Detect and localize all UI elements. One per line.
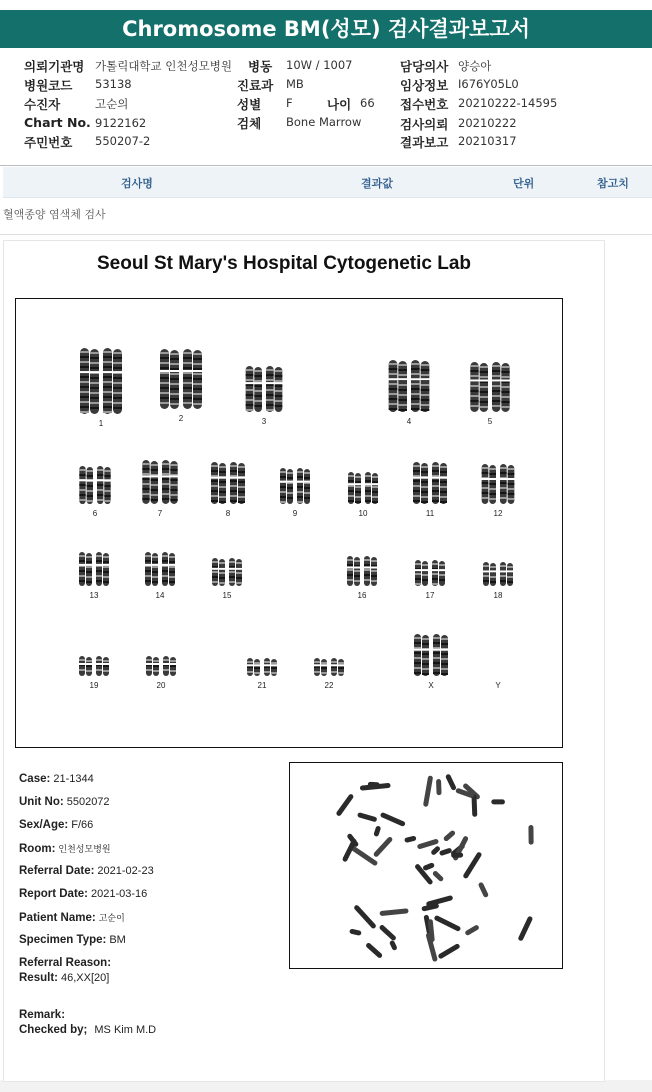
value-doctor: 양승아 [458,59,492,73]
chromosome-label-5: 5 [487,417,493,426]
label-chart-no: Chart No. [24,115,91,130]
chromosome-pair-1 [79,348,123,414]
chromosome-label-21: 21 [257,681,267,690]
referral-date-label: Referral Date: [19,865,95,877]
chromosome-pair-7 [141,460,178,504]
label-sex: 성별 [237,97,262,112]
chromosome-pair-4 [388,360,431,412]
metaphase-image [289,762,563,969]
label-age: 나이 [327,97,352,112]
label-specimen: 검체 [237,116,262,131]
chromosome-label-18: 18 [493,591,503,600]
chromosome-pair-21 [246,658,278,676]
chromosome-label-4: 4 [406,417,412,426]
report-title: Chromosome BM(성모) 검사결과보고서 [0,10,652,48]
chromosome-label-20: 20 [156,681,166,690]
value-hospital-code: 53138 [95,77,132,91]
chromosome-pair-12 [481,464,516,504]
chromosome-label-12: 12 [493,509,503,518]
chromosome-label-8: 8 [225,509,231,518]
lab-title: Seoul St Mary's Hospital Cytogenetic Lab [96,253,472,274]
value-age: 66 [360,96,375,110]
value-ward: 10W / 1007 [286,58,353,72]
chromosome-pair-5 [469,362,510,412]
report-date-label: Report Date: [19,888,89,900]
chromosome-label-2: 2 [178,414,184,423]
chromosome-pair-19 [78,656,110,676]
divider [0,165,652,166]
value-receipt-no: 20210222-14595 [458,96,558,110]
value-clinical-info: I676Y05L0 [458,77,519,91]
chromosome-label-16: 16 [357,591,367,600]
test-name: 혈액종양 염색체 검사 [3,208,106,221]
label-request-date: 검사의뢰 [400,117,449,132]
result-label: Result: [19,972,58,984]
chromosome-pair-11 [412,462,448,504]
chromosome-label-15: 15 [222,591,232,600]
chromosome-pair-6 [78,466,111,504]
chromosome-pair-13 [78,552,110,586]
karyotype-report [3,240,605,1082]
col-reference: 참고치 [597,177,629,190]
case-label: Case: [19,773,51,785]
label-resident-no: 주민번호 [24,135,73,150]
specimen-type-value: BM [109,934,126,946]
chromosome-pair-20 [145,656,177,676]
referral-date-value: 2021-02-23 [97,865,154,877]
patient-name-label: Patient Name: [19,912,96,924]
col-unit: 단위 [513,177,535,190]
chromosome-label-3: 3 [261,417,267,426]
chromosome-pair-2 [159,349,203,409]
label-doctor: 담당의사 [400,59,449,74]
label-receipt-no: 접수번호 [400,97,449,112]
chromosome-label-11: 11 [425,509,435,518]
patient-info [0,55,652,163]
karyogram-image [16,299,562,747]
remark-label: Remark: [19,1009,66,1021]
value-department: MB [286,77,304,91]
room-value: 인천성모병원 [58,844,111,854]
label-ward: 병동 [248,59,273,74]
chromosome-label-9: 9 [292,509,298,518]
chromosome-pair-17 [414,560,446,586]
chromosome-pair-14 [144,552,176,586]
karyogram [15,298,563,748]
chromosome-pair-9 [279,468,311,504]
label-result-date: 결과보고 [400,135,449,150]
chromosome-label-14: 14 [155,591,165,600]
chromosome-label-6: 6 [92,509,98,518]
chromosome-label-10: 10 [358,509,368,518]
col-result: 결과값 [361,177,393,190]
chromosome-pair-10 [347,472,379,504]
chromosome-label-1: 1 [98,419,104,428]
room-label: Room: [19,843,56,855]
chromosome-label-13: 13 [89,591,99,600]
checked-by-label: Checked by; [19,1024,88,1036]
value-request-date: 20210222 [458,116,517,130]
referral-reason-label: Referral Reason: [19,957,112,969]
value-institution: 가톨릭대학교 인천성모병원 [95,59,232,73]
chromosome-pair-X [413,634,449,676]
value-resident-no: 550207-2 [95,134,151,148]
chromosome-label-19: 19 [89,681,99,690]
report-date-value: 2021-03-16 [91,888,148,900]
chromosome-pair-22 [313,658,345,676]
sexage-value: F/66 [71,819,94,831]
chromosome-pair-15 [211,558,243,586]
unit-value: 5502072 [66,796,110,808]
specimen-type-label: Specimen Type: [19,934,107,946]
metaphase-chromosomes [335,773,533,962]
value-specimen: Bone Marrow [286,115,362,129]
divider [0,234,652,235]
label-clinical-info: 임상정보 [400,78,449,93]
col-test-name: 검사명 [121,177,153,190]
chromosome-pair-16 [346,556,378,586]
checked-by-value: MS Kim M.D [94,1024,157,1036]
label-patient: 수진자 [24,97,61,112]
chromosome-label-X: X [428,681,434,690]
unit-label: Unit No: [19,796,64,808]
chromosome-label-22: 22 [324,681,334,690]
label-department: 진료과 [237,78,274,93]
value-chart-no: 9122162 [95,116,147,130]
label-institution: 의뢰기관명 [24,59,85,74]
chromosome-label-7: 7 [157,509,163,518]
chromosome-pair-18 [482,562,514,586]
chromosome-label-17: 17 [425,591,435,600]
chromosome-label-Y: Y [495,681,501,690]
value-result-date: 20210317 [458,134,517,148]
value-sex: F [286,96,293,110]
sexage-label: Sex/Age: [19,819,69,831]
result-value: 46,XX[20] [60,972,110,984]
chromosome-pair-3 [245,366,284,412]
chromosome-pair-8 [210,462,246,504]
value-patient: 고순의 [95,97,129,111]
result-table-header [3,167,652,198]
label-hospital-code: 병원코드 [24,78,73,93]
patient-name-value: 고순이 [98,913,125,923]
metaphase-spread [290,763,562,968]
case-value: 21-1344 [53,773,94,785]
